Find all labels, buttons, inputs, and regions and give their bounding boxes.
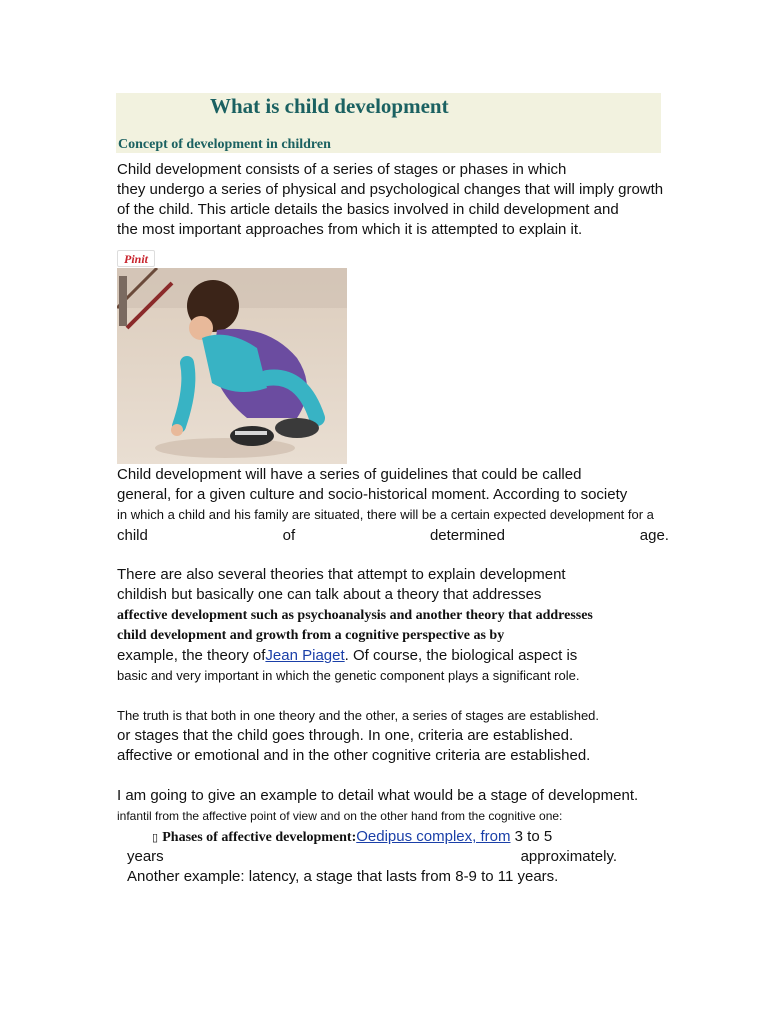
word-of: of [282, 527, 296, 544]
para3-line-6: basic and very important in which the genetic component plays a significant role. [117, 668, 580, 683]
para3-line-1: There are also several theories that attempt to explain development [117, 566, 566, 583]
bullet-glyph: ▯ [152, 832, 159, 844]
child-photo-illustration [117, 268, 347, 464]
page-title: What is child development [210, 94, 449, 118]
para3-line-2: childish but basically one can talk about a theory that addresses [117, 586, 542, 603]
para3-l5-suffix: . Of course, the biological aspect is [344, 647, 578, 664]
word-determined: determined [429, 527, 505, 544]
para5-line-2: infantil from the affective point of view and on the other hand from the cognitive one: [117, 809, 563, 823]
pinterest-pin-button[interactable]: Pinit [117, 250, 155, 267]
word-child: child [117, 527, 148, 544]
para2-line-4 [117, 526, 669, 546]
oedipus-complex-link[interactable]: Oedipus complex, from [356, 828, 511, 845]
para2-line-3: in which a child and his family are situated, there will be a certain expected development for a [117, 507, 654, 522]
para4-line-2: or stages that the child goes through. In one, criteria are established. [117, 727, 574, 744]
years-left: years [127, 848, 164, 865]
bullet-tail: 3 to 5 [510, 828, 553, 845]
bullet-line [152, 827, 552, 848]
intro-line-3: of the child. This article details the basics involved in child development and [117, 201, 619, 218]
intro-line-1: Child development consists of a series of stages or phases in which [117, 161, 567, 178]
para3-line-3: affective development such as psychoanalysis and another theory that addresses [117, 608, 593, 623]
para2-line-2: general, for a given culture and socio-historical moment. According to society [117, 486, 628, 503]
para5-line-1: I am going to give an example to detail what would be a stage of development. [117, 787, 639, 804]
child-photo [117, 268, 347, 464]
years-line [127, 847, 617, 867]
word-age: age. [639, 527, 669, 544]
latency-line: Another example: latency, a stage that lasts from 8-9 to 11 years. [127, 868, 559, 885]
para3-line-5 [117, 646, 577, 666]
para4-line-3: affective or emotional and in the other cognitive criteria are established. [117, 747, 591, 764]
para2-line-1: Child development will have a series of guidelines that could be called [117, 466, 582, 483]
section-subtitle: Concept of development in children [118, 137, 331, 152]
para3-line-4: child development and growth from a cognitive perspective as by [117, 628, 505, 643]
para4-line-1: The truth is that both in one theory and the other, a series of stages are established. [117, 708, 600, 723]
bullet-label: Phases of affective development: [162, 830, 357, 845]
para3-l5-prefix: example, the theory of [117, 647, 266, 664]
intro-line-4: the most important approaches from which it is attempted to explain it. [117, 221, 583, 238]
years-right: approximately. [520, 848, 617, 865]
intro-line-2: they undergo a series of physical and psychological changes that will imply growth [117, 181, 664, 198]
jean-piaget-link[interactable]: Jean Piaget [265, 647, 345, 664]
